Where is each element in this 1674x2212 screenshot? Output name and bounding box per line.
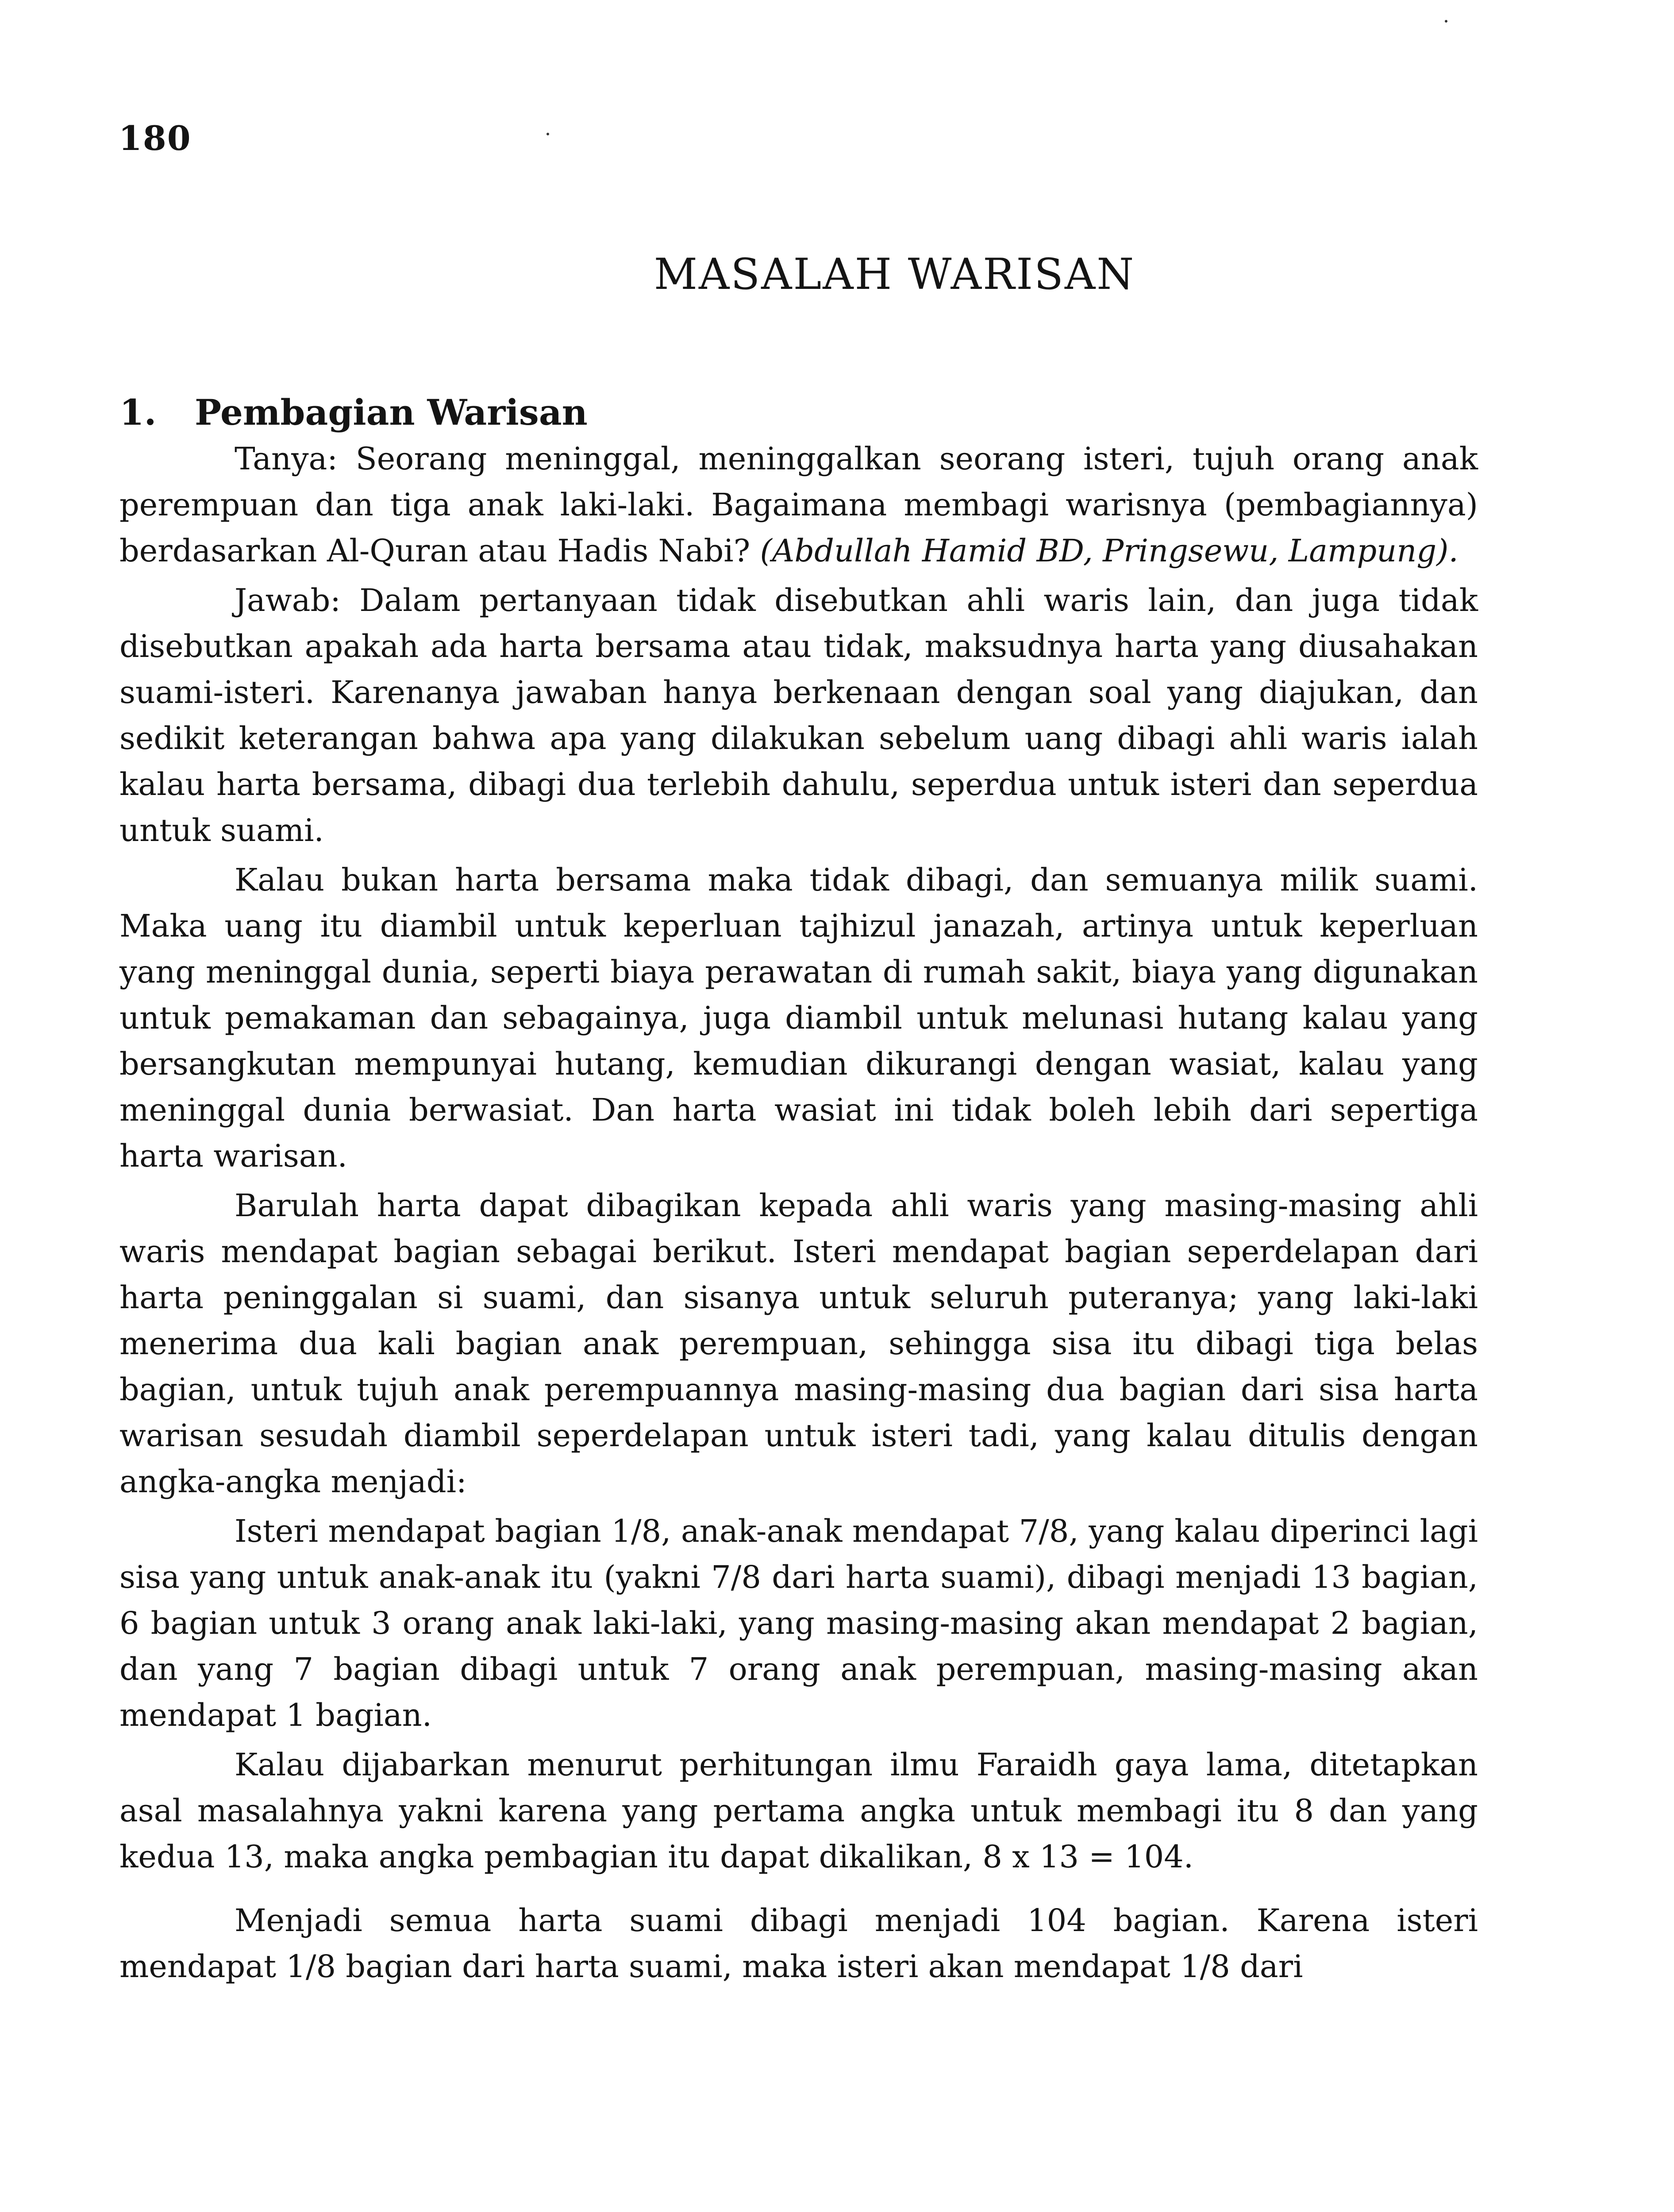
paragraph-answer xyxy=(119,577,1478,853)
scan-speck xyxy=(546,133,549,135)
question-text: Seorang meninggal, meninggalkan seorang isteri, tujuh orang anak perempuan dan tiga anak laki-laki. Bagaimana membagi warisnya (pembagiannya) berdasarkan Al-Quran atau Hadis Nabi? xyxy=(119,441,1478,569)
paragraph: Menjadi semua harta suami dibagi menjadi 104 bagian. Karena isteri mendapat 1/8 bagian dari harta suami, maka isteri akan mendapat 1/8 dari xyxy=(119,1902,1478,1985)
answer-text: Dalam pertanyaan tidak disebutkan ahli waris lain, dan juga tidak disebutkan apakah ada harta bersama atau tidak, maksudnya harta yang diusahakan suami-isteri. Karenanya jawaban hanya berkenaan dengan soal yang diajukan, dan sedikit keterangan bahwa apa yang dilakukan sebelum uang dibagi ahli waris ialah kalau harta bersama, dibagi dua terlebih dahulu, seperdua untuk isteri dan seperdua untuk suami. xyxy=(119,582,1478,849)
body-text xyxy=(119,436,1478,1993)
paragraph: Kalau dijabarkan menurut perhitungan ilmu Faraidh gaya lama, ditetapkan asal masalahnya yakni karena yang pertama angka untuk membagi itu 8 dan yang kedua 13, maka angka pembagian itu dapat dikalikan, 8 x 13 = 104. xyxy=(119,1747,1478,1875)
question-asker: (Abdullah Hamid BD, Pringsewu, Lampung). xyxy=(760,533,1458,569)
page-number: 180 xyxy=(119,119,192,158)
section-number: 1. xyxy=(119,392,157,433)
section-title: Pembagian Warisan xyxy=(195,392,588,433)
paragraph: Kalau bukan harta bersama maka tidak dibagi, dan semuanya milik suami. Maka uang itu diambil untuk keperluan tajhizul janazah, artinya untuk keperluan yang meninggal dunia, seperti biaya perawatan di rumah sakit, biaya yang digunakan untuk pemakaman dan sebagainya, juga diambil untuk melunasi hutang kalau yang bersangkutan mempunyai hutang, kemudian dikurangi dengan wasiat, kalau yang meninggal dunia berwasiat. Dan harta wasiat ini tidak boleh lebih dari sepertiga harta warisan. xyxy=(119,862,1478,1174)
paragraph: Barulah harta dapat dibagikan kepada ahli waris yang masing-masing ahli waris mendapat bagian sebagai berikut. Isteri mendapat bagian seperdelapan dari harta peninggalan si suami, dan sisanya untuk seluruh puteranya; yang laki-laki menerima dua kali bagian anak perempuan, sehingga sisa itu dibagi tiga belas bagian, untuk tujuh anak perempuannya masing-masing dua bagian dari sisa harta warisan sesudah diambil seperdelapan untuk isteri tadi, yang kalau ditulis dengan angka-angka menjadi: xyxy=(119,1187,1478,1500)
section-heading xyxy=(119,392,588,433)
question-lead: Tanya: xyxy=(235,441,338,477)
paragraph: Isteri mendapat bagian 1/8, anak-anak mendapat 7/8, yang kalau diperinci lagi sisa yang untuk anak-anak itu (yakni 7/8 dari harta suami), dibagi menjadi 13 bagian, 6 bagian untuk 3 orang anak laki-laki, yang masing-masing akan mendapat 2 bagian, dan yang 7 bagian dibagi untuk 7 orang anak perempuan, masing-masing akan mendapat 1 bagian. xyxy=(119,1513,1478,1733)
scan-speck xyxy=(1445,20,1447,23)
chapter-title: MASALAH WARISAN xyxy=(654,250,1135,300)
answer-lead: Jawab: xyxy=(235,582,341,618)
paragraph-question xyxy=(119,436,1478,574)
